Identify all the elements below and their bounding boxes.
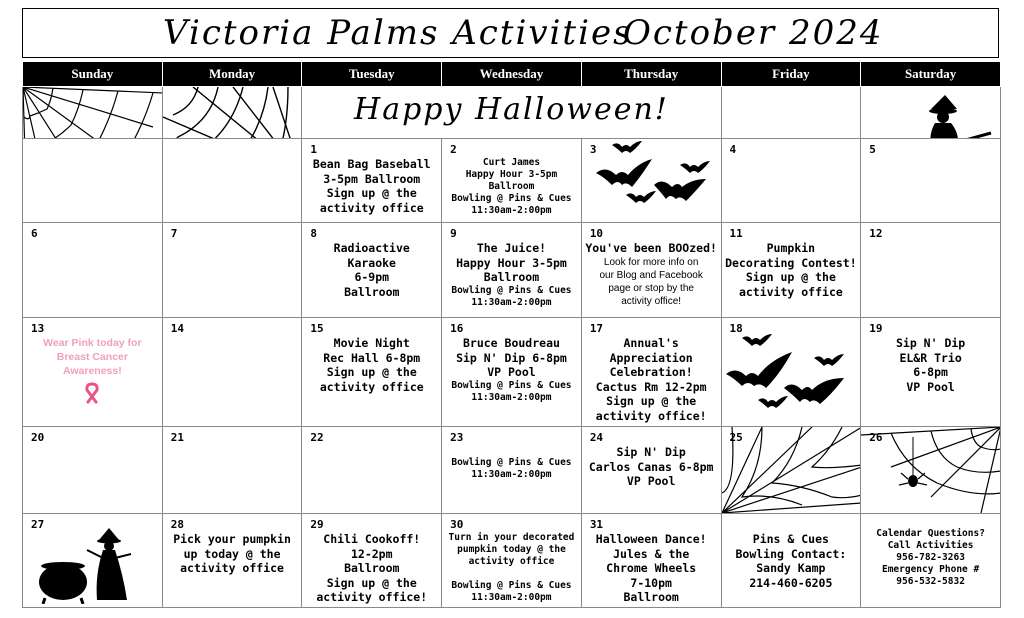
calendar-cell-empty [162,139,302,223]
calendar-day-31 [581,514,721,608]
event-line: Sip N' Dip 6-8pm [456,350,567,365]
calendar-day-12 [861,223,1001,318]
event-line: Turn in your decorated [448,532,575,543]
event-line: Chrome Wheels [606,561,697,575]
event-line: page or stop by the [608,282,694,294]
event-line: Ballroom [488,181,535,192]
day-number: 4 [729,143,737,156]
day-number: 22 [310,431,324,444]
day-number: 27 [31,518,45,531]
weekday-friday: Friday [721,62,861,87]
day-number: 11 [729,227,743,240]
week-row-4 [23,427,1001,514]
weekday-monday: Monday [162,62,302,87]
weekday-header-row [23,62,1001,87]
calendar-cell-empty [23,87,163,139]
calendar-day-5 [861,139,1001,223]
event-line: Awareness! [62,365,122,377]
calendar-cell-empty [721,87,861,139]
calendar-day-4 [721,139,861,223]
day-number: 14 [170,322,184,335]
event-line: Decorating Contest! [725,255,857,270]
day-number: 16 [450,322,464,335]
day-number: 12 [869,227,883,240]
event-line: 3-5pm Ballroom [323,171,421,186]
bats-icon [722,318,860,424]
day-number: 23 [450,431,464,444]
event-line: Sign up @ the [745,270,836,284]
calendar-day-26 [861,427,1001,514]
event-line: Celebration! [609,365,693,379]
event-line: Pick your pumpkin [173,532,291,546]
event-line: Call Activities [887,540,974,551]
event-line: Emergency Phone # [881,564,980,575]
event-line: Ballroom [623,590,679,604]
day-events [442,223,581,309]
event-line: Chili Cookoff! [323,532,421,546]
event-line: Ballroom [344,561,400,575]
week-row-2 [23,223,1001,318]
event-line: 956-782-3263 [896,552,965,563]
week-row-5 [23,514,1001,608]
bats-icon [582,139,720,223]
halloween-banner: Happy Halloween! [354,92,669,127]
day-number: 17 [589,322,604,335]
calendar-day-20 [23,427,163,514]
calendar-day-21 [162,427,302,514]
day-number: 26 [869,431,883,444]
event-line: Sandy Kamp [756,561,826,575]
calendar-day-10 [581,223,721,318]
calendar-day-18 [721,318,861,427]
day-number: 25 [729,431,743,444]
event-line: Karaoke [347,255,396,270]
calendar-day-3 [581,139,721,223]
calendar-cell-empty [23,139,163,223]
day-number: 2 [450,143,457,156]
event-line: Bowling @ Pins & Cues [451,284,572,296]
weekday-wednesday: Wednesday [442,62,582,87]
week-row-1 [23,139,1001,223]
witch-cauldron-icon [23,514,161,604]
bowling-contact-cell [721,514,861,608]
calendar-day-19 [861,318,1001,427]
event-line: VP Pool [626,474,676,488]
day-number: 7 [170,227,178,240]
calendar-day-17 [581,318,721,427]
event-line: Sign up @ the [326,365,417,379]
day-number: 18 [729,322,743,335]
event-line: Sip N' Dip [616,445,686,459]
event-line: Cactus Rm 12-2pm [595,379,707,394]
event-line: pumpkin today @ the [457,544,566,555]
calendar-month: October 2024 [623,13,884,53]
event-line: 214-460-6205 [749,575,833,590]
witch-on-broom-icon [861,87,999,139]
day-number: 5 [869,143,876,156]
event-line: Breast Cancer [56,351,128,363]
event-line: Bowling @ Pins & Cues [451,457,572,468]
event-line: You've been BOOzed! [585,241,717,255]
event-line: our Blog and Facebook [599,269,703,281]
event-line: Sign up @ the [326,186,417,200]
event-line: EL&R Trio [899,350,962,365]
event-line: 11:30am-2:00pm [471,296,552,308]
day-number: 6 [31,227,38,240]
day-number: 15 [310,322,324,335]
event-line: Happy Hour 3-5pm [465,169,558,180]
calendar-day-30 [442,514,582,608]
day-number: 21 [170,431,184,444]
event-line: 11:30am-2:00pm [471,391,552,403]
event-line: Pumpkin [766,241,816,255]
day-events [442,139,581,217]
event-line: VP Pool [487,365,536,379]
event-line: activity office [738,284,843,299]
calendar-day-29 [302,514,442,608]
event-line: 11:30am-2:00pm [471,592,552,603]
event-line: activity office [319,200,424,215]
day-events [302,223,441,299]
calendar-title: Victoria Palms Activities [163,13,633,53]
event-line: The Juice! [476,241,547,255]
calendar-day-24 [581,427,721,514]
weekday-sunday: Sunday [23,62,163,87]
event-line: Sign up @ the [326,575,417,590]
event-line: Pins & Cues [752,532,829,546]
calendar-title-box [22,8,999,58]
calendar-grid [22,61,1001,608]
day-number: 31 [589,518,604,531]
event-line: VP Pool [906,379,955,394]
event-line: Bowling @ Pins & Cues [451,193,572,204]
event-line: 11:30am-2:00pm [471,205,552,216]
event-line: Bruce Boudreau [462,336,560,350]
day-number: 29 [310,518,324,531]
calendar-day-1 [302,139,442,223]
weekday-thursday: Thursday [581,62,721,87]
event-line: Sign up @ the [606,394,697,408]
event-line: activity office! [316,590,428,604]
event-line: activity office! [621,295,682,307]
event-line: Calendar Questions? [876,528,985,539]
spiderweb-icon [163,87,302,139]
event-line: 12-2pm [350,546,393,561]
calendar-day-27 [23,514,163,608]
calendar-day-15 [302,318,442,427]
event-line: Ballroom [344,284,400,299]
calendar-cell-empty [162,87,302,139]
event-line: Bowling @ Pins & Cues [451,580,572,591]
event-line: Radioactive [333,241,410,255]
day-number: 3 [589,143,597,156]
calendar-day-14 [162,318,302,427]
event-line: Happy Hour 3-5pm [456,255,567,270]
event-line: Halloween Dance! [595,532,707,546]
day-events [302,139,441,215]
calendar-questions-cell [861,514,1001,608]
day-number: 9 [450,227,457,240]
event-line [445,568,578,580]
pink-ribbon-icon [82,382,102,404]
calendar-day-2 [442,139,582,223]
event-line: activity office [468,556,555,567]
day-number: 13 [31,322,45,335]
event-line: activity office! [595,408,707,423]
calendar-day-6 [23,223,163,318]
calendar-day-16 [442,318,582,427]
day-number: 28 [170,518,184,531]
calendar-questions [861,514,1000,588]
event-line: Movie Night [333,336,410,350]
event-line: Look for more info on [603,256,699,268]
halloween-banner-cell [302,87,721,139]
event-line: Ballroom [483,270,540,284]
day-number: 19 [869,322,883,335]
event-line: Bowling Contact: [735,546,847,561]
event-line: 7-10pm [630,575,672,590]
day-number: 10 [589,227,604,240]
bowling-contact [722,514,861,590]
calendar-day-8 [302,223,442,318]
calendar-day-11 [721,223,861,318]
day-number: 24 [589,431,604,444]
event-line: Sip N' Dip [895,336,966,350]
calendar-day-13 [23,318,163,427]
event-line: Carlos Canas 6-8pm [588,459,714,474]
event-line: Bowling @ Pins & Cues [451,379,572,391]
spiderweb-icon [23,87,162,139]
event-line: Bean Bag Baseball [312,157,431,171]
calendar-day-7 [162,223,302,318]
event-line: 956-532-5832 [896,576,965,587]
weekday-saturday: Saturday [861,62,1001,87]
event-line: Appreciation [609,350,693,365]
calendar-day-22 [302,427,442,514]
weekday-tuesday: Tuesday [302,62,442,87]
event-line: Rec Hall 6-8pm [323,350,421,365]
week-row-3 [23,318,1001,427]
event-line: 11:30am-2:00pm [471,469,552,480]
calendar-day-23 [442,427,582,514]
day-number: 1 [310,143,318,156]
calendar-cell-empty [861,87,1001,139]
event-line: Annual's [623,336,679,350]
week-row-banner [23,87,1001,139]
event-line: Wear Pink today for [43,337,142,349]
event-line: activity office [180,561,284,575]
day-number: 20 [31,431,45,444]
event-line: up today @ the [183,546,281,561]
calendar-day-28 [162,514,302,608]
event-line: Curt James [482,157,541,168]
event-line: 6-8pm [913,365,948,379]
event-line: Jules & the [613,546,690,561]
day-number: 30 [450,518,464,531]
day-number: 8 [310,227,318,240]
event-line: activity office [319,379,424,394]
calendar-day-25 [721,427,861,514]
calendar-day-9 [442,223,582,318]
event-line: 6-9pm [354,270,390,284]
